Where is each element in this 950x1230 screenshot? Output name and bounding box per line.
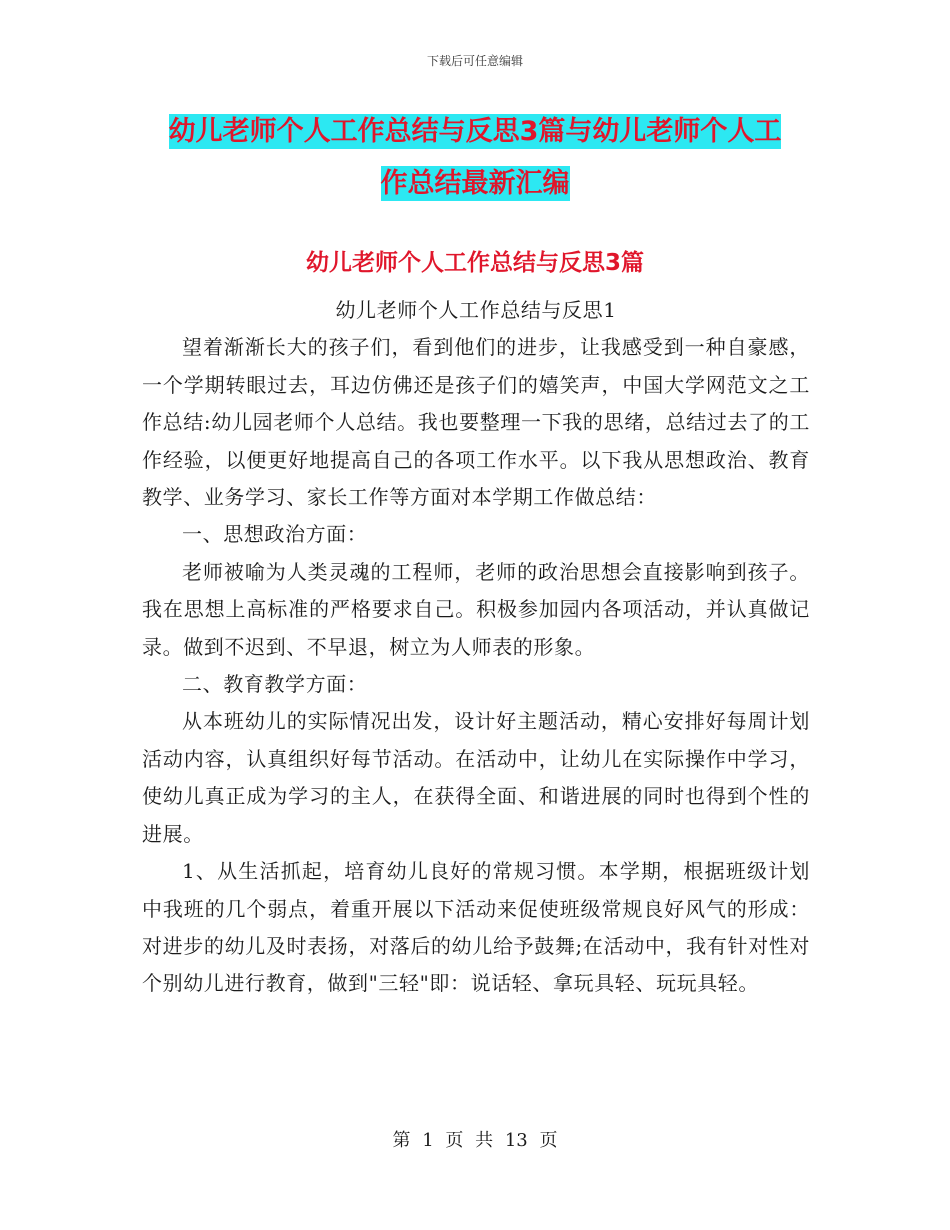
document-title-line1: 幼儿老师个人工作总结与反思3篇与幼儿老师个人工 [168,116,782,147]
document-title [140,106,810,210]
document-body [142,292,810,1003]
page-footer-number: 第 1 页 共 13 页 [392,1130,558,1151]
heading-political: 一、思想政治方面： [182,522,368,547]
document-title-line2: 作总结最新汇编 [380,168,570,199]
page-header-note: 下载后可任意编辑 [426,54,523,68]
paragraph-habits: 1、从生活抓起，培育幼儿良好的常规习惯。本学期，根据班级计划中我班的几个弱点，着重开展以下活动来促使班级常规良好风气的形成：对进步的幼儿及时表扬，对落后的幼儿给予鼓舞;在活动中，我有针对性对个别幼儿进行教育，做到"三轻"即：说话轻、拿玩具轻、玩玩具轻。 [142,859,810,996]
paragraph-teaching: 从本班幼儿的实际情况出发，设计好主题活动，精心安排好每周计划活动内容，认真组织好每节活动。在活动中，让幼儿在实际操作中学习，使幼儿真正成为学习的主人，在获得全面、和谐进展的同时也得到个性的进展。 [142,709,810,846]
section-title: 幼儿老师个人工作总结与反思3篇 [305,250,644,276]
paragraph-political: 老师被喻为人类灵魂的工程师，老师的政治思想会直接影响到孩子。我在思想上高标准的严格要求自己。积极参加园内各项活动，并认真做记录。做到不迟到、不早退，树立为人师表的形象。 [142,559,810,659]
paragraph-intro: 望着渐渐长大的孩子们，看到他们的进步，让我感受到一种自豪感，一个学期转眼过去，耳边仿佛还是孩子们的嬉笑声，中国大学网范文之工作总结:幼儿园老师个人总结。我也要整理一下我的思绪，总结过去了的工作经验，以便更好地提高自己的各项工作水平。以下我从思想政治、教育教学、业务学习、家长工作等方面对本学期工作做总结： [142,335,810,510]
article-subtitle: 幼儿老师个人工作总结与反思1 [335,298,617,322]
heading-teaching: 二、教育教学方面： [182,672,368,697]
